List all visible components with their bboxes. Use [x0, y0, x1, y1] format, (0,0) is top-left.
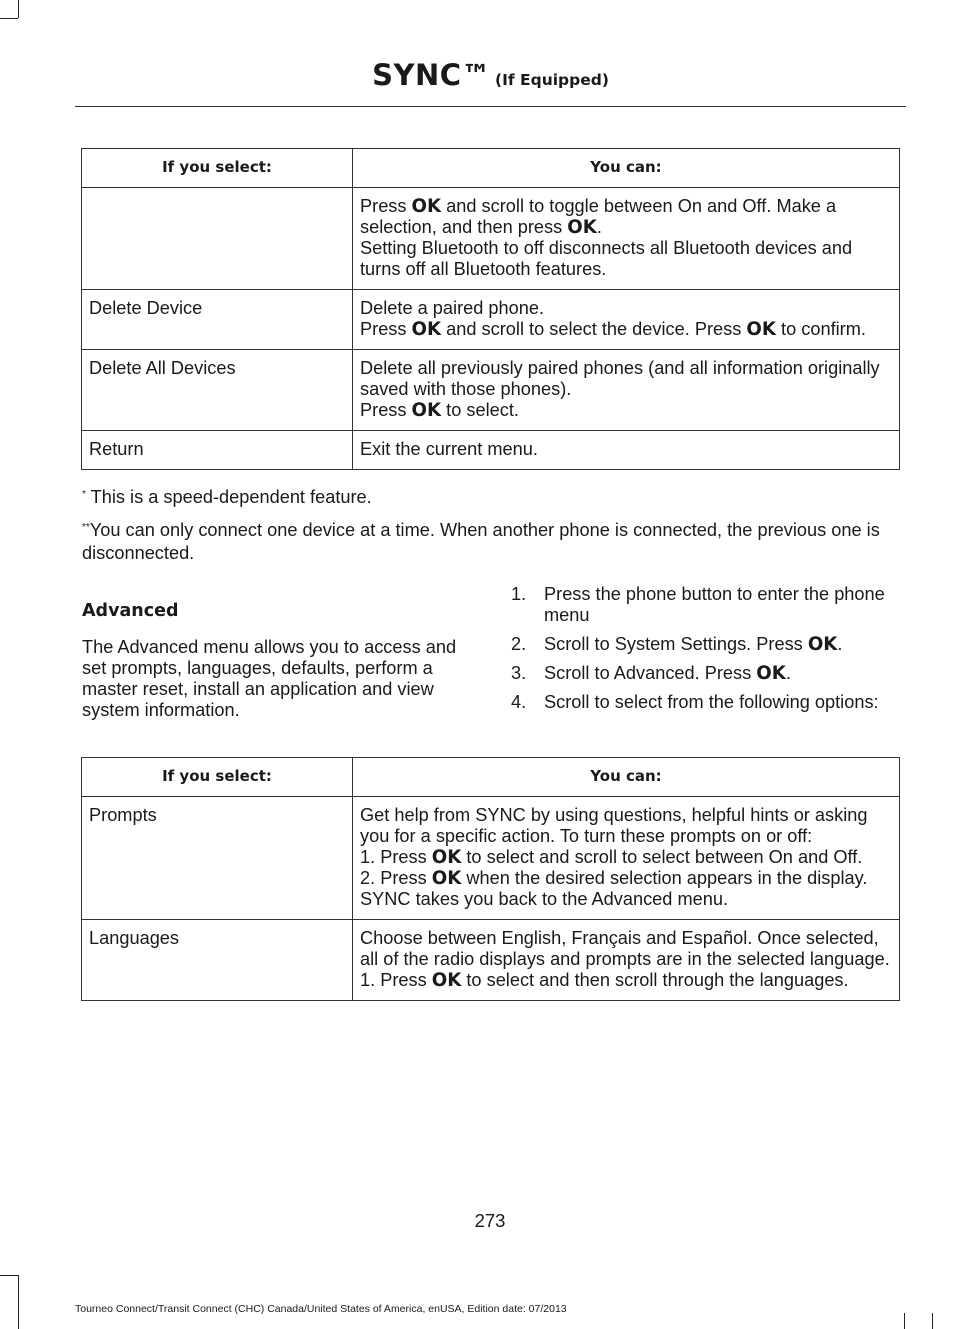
cell-description — [353, 920, 900, 1001]
crop-mark — [932, 1313, 933, 1329]
table-row — [82, 431, 900, 470]
ok-key-label: OK — [431, 868, 462, 889]
step-text — [544, 584, 901, 626]
ok-key-label: OK — [411, 196, 442, 217]
text-run: and scroll to toggle between On and Off. Make a selection, and then press — [360, 196, 837, 237]
footnote-mark: * — [82, 489, 86, 500]
footnote-speed — [82, 486, 902, 509]
cell-select — [82, 188, 353, 290]
text-run: Press — [360, 196, 412, 216]
footnote-text: This is a speed-dependent feature. — [85, 487, 372, 507]
ok-key-label: OK — [756, 663, 786, 684]
text-run: Press — [360, 400, 412, 420]
text-run: . — [837, 634, 843, 654]
text-run: to select and scroll to select between On and Off. — [461, 847, 863, 867]
step-item — [511, 692, 901, 713]
footnote-text: You can only connect one device at a time. When another phone is connected, the previous one is disconnected. — [82, 520, 880, 563]
step-number: 3. — [511, 663, 527, 683]
step-text — [544, 663, 791, 684]
page-number: 273 — [474, 1210, 506, 1231]
step-number: 1. — [511, 584, 527, 604]
col-header-select: If you select: — [82, 758, 353, 797]
steps-list — [511, 584, 901, 721]
crop-mark — [18, 1275, 19, 1329]
cell-select: Return — [82, 431, 353, 470]
col-header-you-can: You can: — [353, 149, 900, 188]
text-run: Exit the current menu. — [360, 439, 538, 459]
table-row — [82, 797, 900, 920]
text-run: to select. — [441, 400, 519, 420]
crop-mark — [0, 18, 18, 19]
cell-description — [353, 797, 900, 920]
ok-key-label: OK — [411, 319, 442, 340]
table-row — [82, 188, 900, 290]
text-run: Scroll to select from the following options: — [544, 692, 879, 712]
ok-key-label: OK — [746, 319, 776, 340]
crop-mark — [904, 1313, 905, 1329]
text-run: to select and then scroll through the languages. — [461, 970, 849, 990]
text-run: Press — [360, 319, 412, 339]
page-header — [75, 58, 906, 107]
text-run: Press the phone button to enter the phone menu — [544, 584, 885, 625]
cell-select: Prompts — [82, 797, 353, 920]
text-run: Setting Bluetooth to off disconnects all Bluetooth devices and turns off all Bluetooth features. — [360, 238, 853, 279]
step-item — [511, 584, 901, 626]
ok-key-label: OK — [431, 970, 462, 991]
description-line — [360, 928, 892, 970]
section-body-advanced: The Advanced menu allows you to access and set prompts, languages, defaults, perform a master reset, install an application and view system information. — [82, 637, 457, 720]
text-run: Delete all previously paired phones (and all information originally saved with those phones). — [360, 358, 880, 399]
cell-select: Delete Device — [82, 290, 353, 350]
bluetooth-options-table — [81, 148, 900, 470]
cell-description — [353, 350, 900, 431]
cell-select: Languages — [82, 920, 353, 1001]
advanced-options-table — [81, 757, 900, 1001]
footnote-one-device — [82, 519, 902, 565]
step-text — [544, 634, 842, 655]
cell-select: Delete All Devices — [82, 350, 353, 431]
section-title-advanced: Advanced — [82, 601, 179, 621]
table-header-row — [82, 758, 900, 797]
header-subtitle: (If Equipped) — [495, 71, 609, 89]
cell-description — [353, 431, 900, 470]
table-row — [82, 350, 900, 431]
table-row — [82, 290, 900, 350]
description-line — [360, 439, 892, 460]
ok-key-label: OK — [411, 400, 442, 421]
step-number: 4. — [511, 692, 527, 712]
text-run: 1. Press — [360, 970, 432, 990]
col-header-select: If you select: — [82, 149, 353, 188]
text-run: . — [596, 217, 602, 237]
description-line — [360, 196, 892, 238]
description-line — [360, 400, 892, 421]
crop-mark — [18, 0, 19, 18]
description-line — [360, 805, 892, 847]
description-line — [360, 298, 892, 319]
table-header-row — [82, 149, 900, 188]
text-run: to confirm. — [775, 319, 866, 339]
text-run: and scroll to select the device. Press — [441, 319, 747, 339]
step-number: 2. — [511, 634, 527, 654]
description-line — [360, 868, 892, 910]
header-title: SYNC™ — [372, 58, 492, 92]
step-item — [511, 663, 901, 684]
text-run: Get help from SYNC by using questions, helpful hints or asking you for a specific action. To turn these prompts on or off: — [360, 805, 868, 846]
text-run: Scroll to Advanced. Press — [544, 663, 757, 683]
ok-key-label: OK — [431, 847, 462, 868]
cell-description — [353, 290, 900, 350]
text-run: Choose between English, Français and Español. Once selected, all of the radio displays and prompts are in the selected language. — [360, 928, 890, 969]
step-item — [511, 634, 901, 655]
description-line — [360, 847, 892, 868]
page-footer: Tourneo Connect/Transit Connect (CHC) Canada/United States of America, enUSA, Edition date: 07/2013 — [75, 1303, 567, 1315]
crop-mark — [0, 1275, 18, 1276]
description-line — [360, 319, 892, 340]
text-run: when the desired selection appears in the display. SYNC takes you back to the Advanced menu. — [360, 868, 868, 909]
col-header-you-can: You can: — [353, 758, 900, 797]
ok-key-label: OK — [567, 217, 597, 238]
text-run: Delete a paired phone. — [360, 298, 545, 318]
description-line — [360, 358, 892, 400]
text-run: . — [785, 663, 791, 683]
cell-description — [353, 188, 900, 290]
text-run: 1. Press — [360, 847, 432, 867]
table-row — [82, 920, 900, 1001]
ok-key-label: OK — [807, 634, 838, 655]
step-text — [544, 692, 879, 713]
description-line — [360, 238, 892, 280]
description-line — [360, 970, 892, 991]
footnote-mark: ** — [82, 522, 90, 533]
text-run: 2. Press — [360, 868, 432, 888]
text-run: Scroll to System Settings. Press — [544, 634, 808, 654]
